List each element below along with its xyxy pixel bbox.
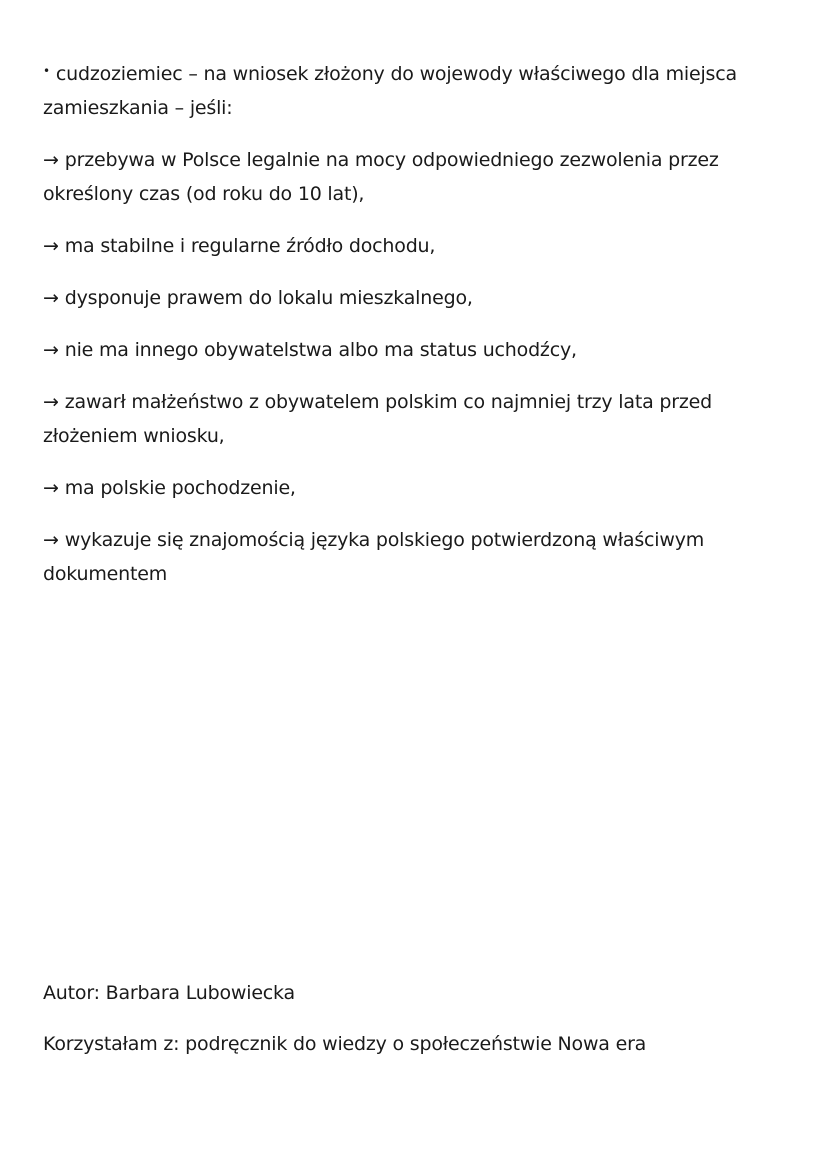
arrow-right-icon: →: [43, 391, 59, 413]
condition-text: przebywa w Polsce legalnie na mocy odpowiedniego zezwolenia przez określony czas (od roku do 10 lat),: [43, 149, 719, 205]
condition-item: [43, 471, 793, 505]
condition-text: nie ma innego obywatelstwa albo ma status uchodźcy,: [64, 339, 577, 361]
main-content: [43, 54, 793, 609]
condition-text: zawarł małżeństwo z obywatelem polskim co najmniej trzy lata przed złożeniem wniosku,: [43, 391, 712, 447]
footer: [43, 976, 793, 1078]
bullet-icon: •: [43, 64, 50, 78]
condition-text: wykazuje się znajomością języka polskiego potwierdzoną właściwym dokumentem: [43, 529, 705, 585]
intro-paragraph: [43, 54, 793, 125]
condition-item: [43, 281, 793, 315]
condition-item: [43, 143, 793, 211]
arrow-right-icon: →: [43, 477, 59, 499]
condition-text: dysponuje prawem do lokalu mieszkalnego,: [64, 287, 473, 309]
intro-text: cudzoziemiec – na wniosek złożony do wojewody właściwego dla miejsca zamieszkania – jeśli:: [43, 63, 737, 119]
author-line: Autor: Barbara Lubowiecka: [43, 982, 295, 1004]
arrow-right-icon: →: [43, 235, 59, 257]
condition-text: ma polskie pochodzenie,: [64, 477, 296, 499]
arrow-right-icon: →: [43, 529, 59, 551]
condition-item: [43, 229, 793, 263]
condition-text: ma stabilne i regularne źródło dochodu,: [64, 235, 436, 257]
condition-item: [43, 385, 793, 453]
arrow-right-icon: →: [43, 287, 59, 309]
condition-item: [43, 523, 793, 591]
arrow-right-icon: →: [43, 149, 59, 171]
condition-item: [43, 333, 793, 367]
source-line: Korzystałam z: podręcznik do wiedzy o społeczeństwie Nowa era: [43, 1033, 647, 1055]
arrow-right-icon: →: [43, 339, 59, 361]
